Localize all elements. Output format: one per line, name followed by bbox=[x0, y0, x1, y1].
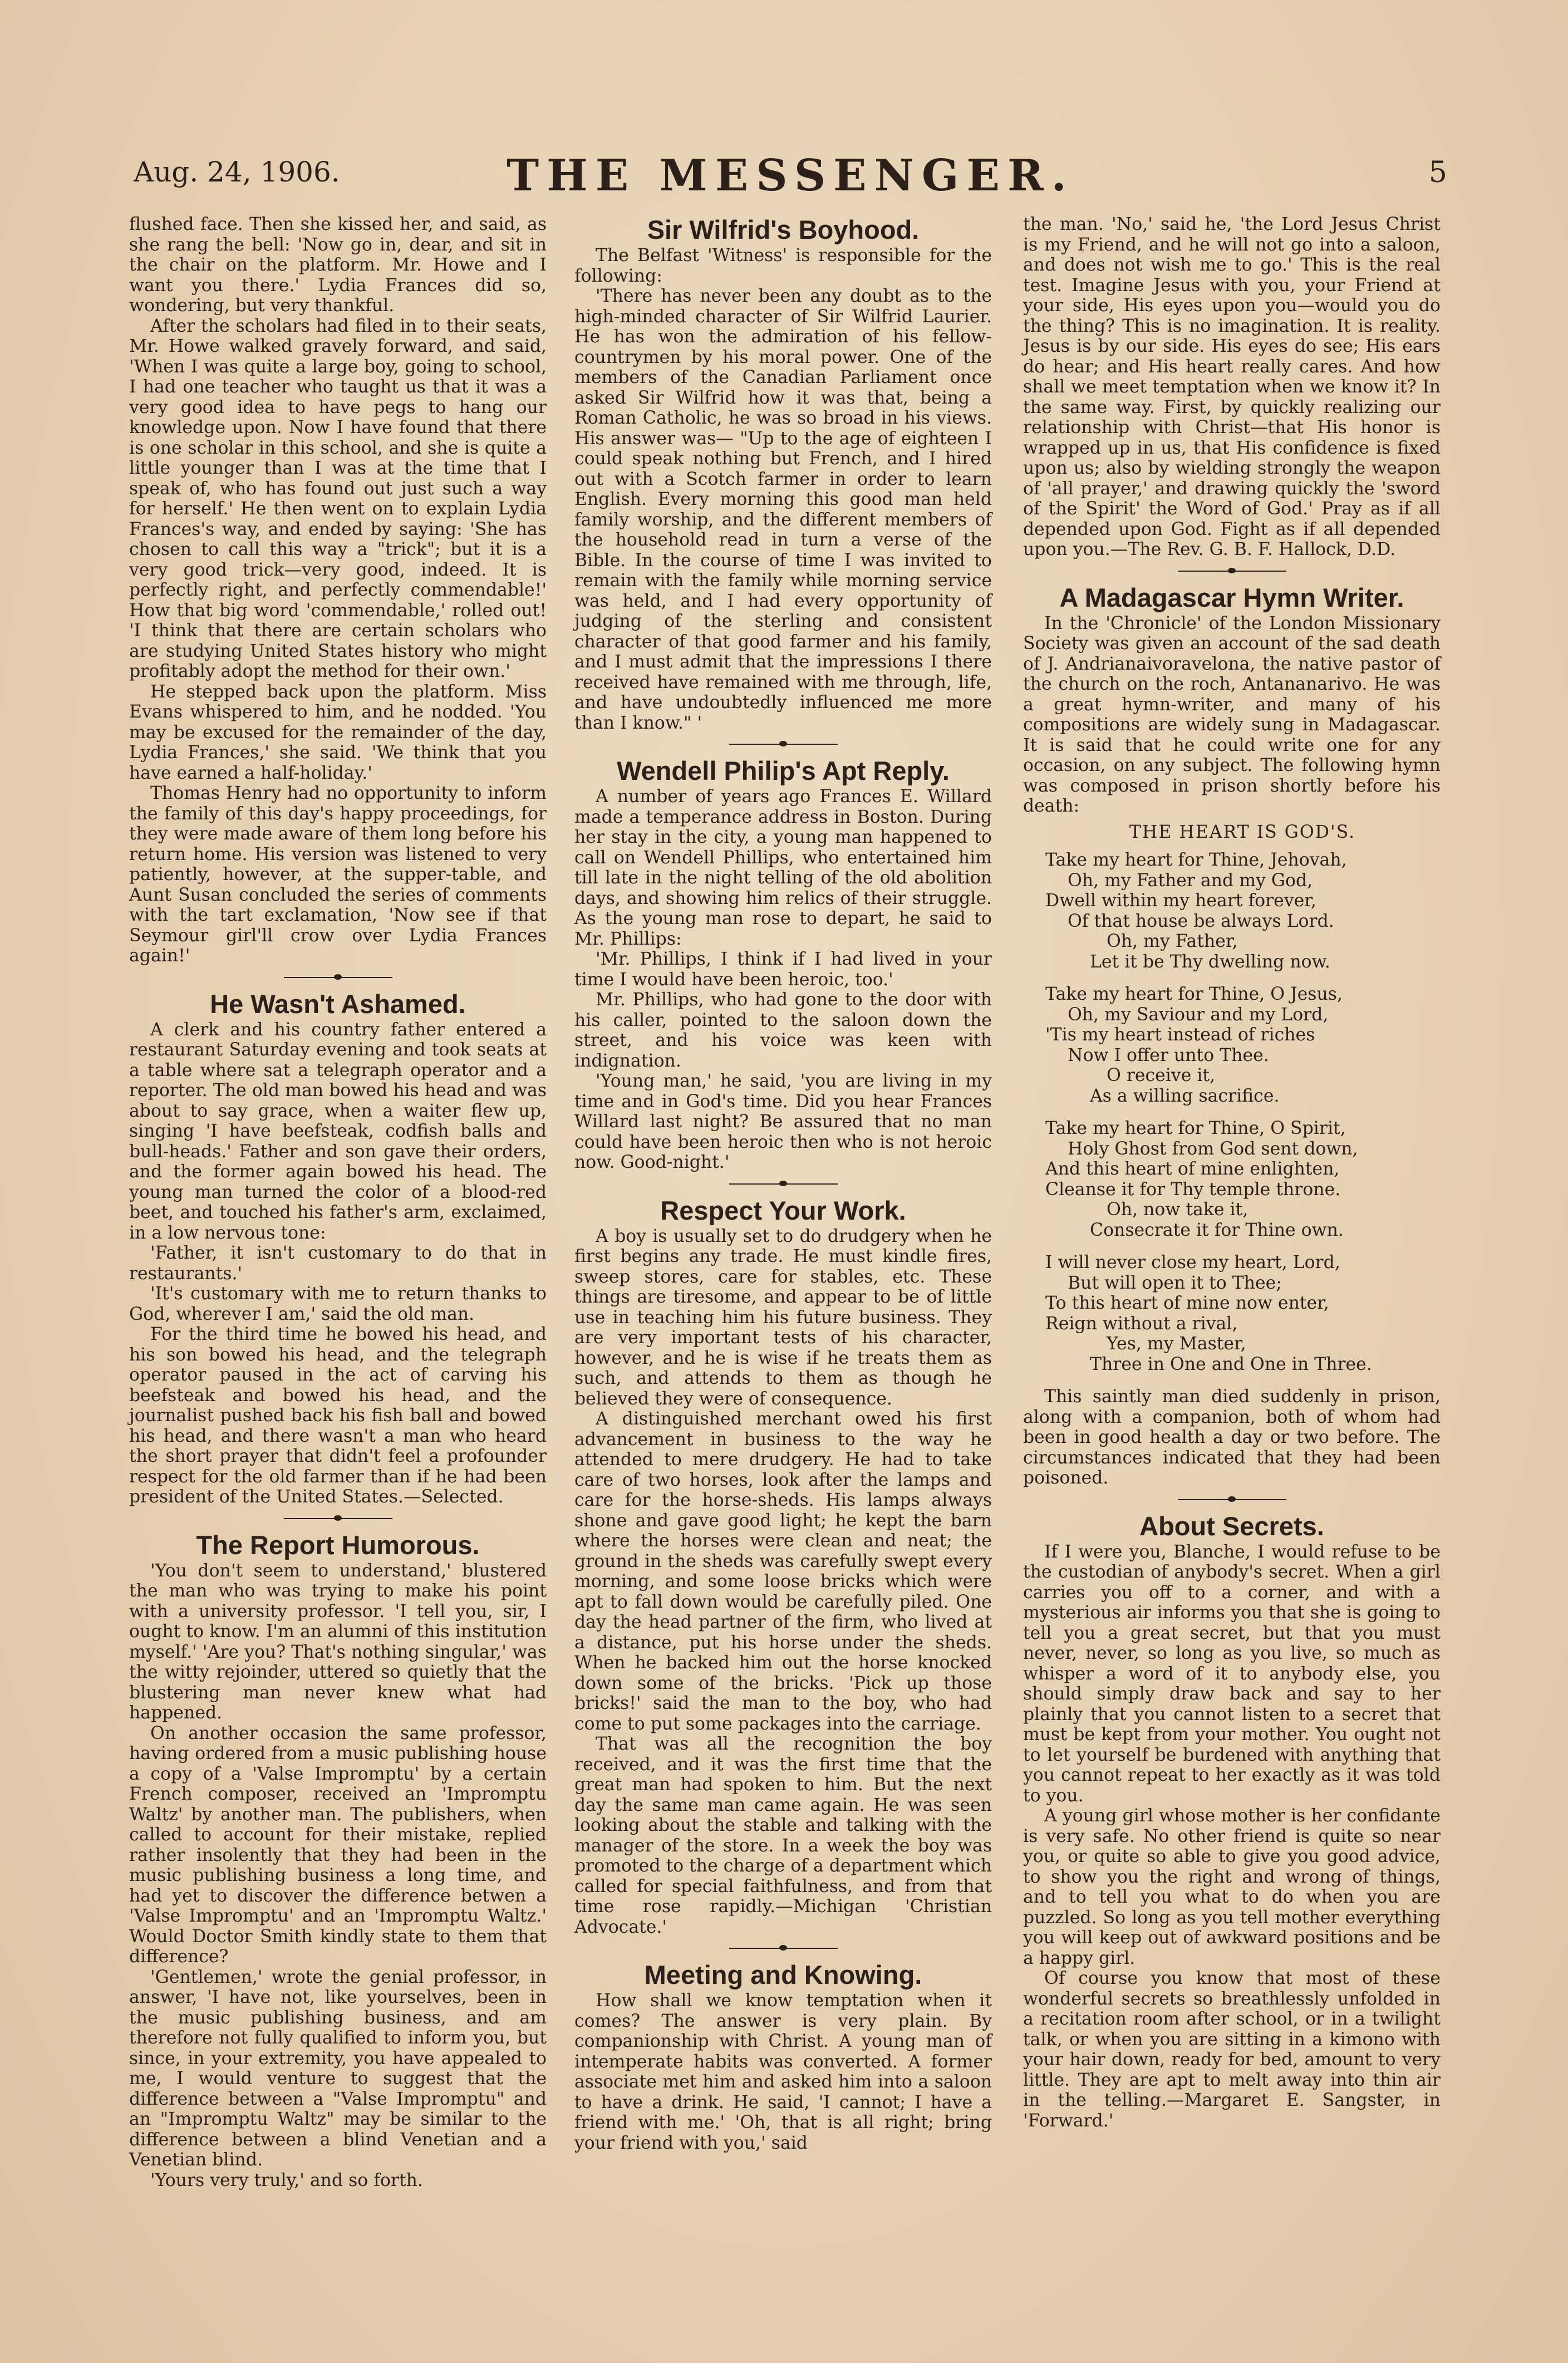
hymn-line: Take my heart for Thine, O Jesus, bbox=[1045, 984, 1343, 1004]
hymn-line: As a willing sacrifice. bbox=[1090, 1085, 1280, 1106]
paragraph: 'Gentlemen,' wrote the genial professor, in answer, 'I have not, like yourselves, been in the music publishing business, and am therefore not fully qualified to inform you, but since, in your extremity, you have appealed to me, I would venture to suggest that the difference between a "Valse Impromptu" and an "Impromptu Waltz" may be similar to the difference between a blind Venetian and a Venetian blind. bbox=[129, 1967, 547, 2170]
paragraph: Mr. Phillips, who had gone to the door with his caller, pointed to the saloon down the street, and his voice was keen with indignation. bbox=[574, 990, 992, 1071]
hymn-line: But will open it to Thee; bbox=[1068, 1273, 1282, 1293]
hymn-line: Three in One and One in Three. bbox=[1090, 1354, 1372, 1374]
column-2 bbox=[574, 214, 992, 2153]
column-1 bbox=[129, 214, 547, 2190]
hymn-line: Reign without a rival, bbox=[1045, 1313, 1238, 1334]
hymn-line: Consecrate it for Thine own. bbox=[1090, 1220, 1344, 1240]
continued-paragraph: the man. 'No,' said he, 'the Lord Jesus Christ is my Friend, and he will not go into a saloon, and does not wish me to go.' This is the real test. Imagine Jesus with you, your Friend at your side, His eyes upon you—would you do the thing? This is no imagination. It is reality. Jesus is by our side. His eyes do see; His ears do hear; and His heart really cares. And how shall we meet temptation when we know it? In the same way. First, by quickly realizing our relationship with Christ—that His honor is wrapped up in us, that His confidence is fixed upon us; also by wielding strongly the weapon of 'all prayer,' and drawing quickly the 'sword of the Spirit' the Word of God.' Pray as if all depended upon God. Fight as if all depended upon you.—The Rev. G. B. F. Hallock, D.D. bbox=[1023, 214, 1441, 559]
hymn-line: Let it be Thy dwelling now. bbox=[1090, 951, 1330, 972]
article-headline: He Wasn't Ashamed. bbox=[210, 989, 466, 1019]
paragraph: A number of years ago Frances E. Willard made a temperance address in Boston. During her stay in the city, a young man happened to call on Wendell Phillips, who entertained him till late in the night telling of the old abolition days, and showing him relics of their struggle. As the young man rose to depart, he said to Mr. Phillips: bbox=[574, 787, 992, 949]
paragraph: 'Young man,' he said, 'you are living in my time and in God's time. Did you hear Frances Willard last night? Be assured that no man could have been heroic then who is not heroic now. Good-night.' bbox=[574, 1071, 992, 1172]
hymn-line: Oh, my Father and my God, bbox=[1068, 870, 1313, 891]
hymn-line: And this heart of mine enlighten, bbox=[1045, 1159, 1340, 1179]
hymn-line: Yes, my Master, bbox=[1107, 1334, 1246, 1354]
paragraph: For the third time he bowed his head, and his son bowed his head, and the telegraph operator paused in the act of carving his beefsteak and bowed his head, and the journalist pushed back his fish ball and bowed his head, and there wasn't a man who heard the short prayer that didn't feel a profounder respect for the old farmer than if he had been president of the United States.—Selected. bbox=[129, 1324, 547, 1507]
hymn-line: Holy Ghost from God sent down, bbox=[1068, 1138, 1358, 1159]
paragraph: Thomas Henry had no opportunity to inform the family of this day's happy proceedings, for they were made aware of them long before his return home. His version was listened to very patiently, however, at the supper-table, and Aunt Susan concluded the series of comments with the tart exclamation, 'Now see if that Seymour girl'll crow over Lydia Frances again!' bbox=[129, 783, 547, 966]
paragraph: 'You don't seem to understand,' blustered the man who was trying to make his point with a university professor. 'I tell you, sir, I ought to know. I'm an alumni of this institution myself.' 'Are you? That's nothing singular,' was the witty rejoinder, uttered so quietly that the blustering man never knew what had happened. bbox=[129, 1560, 547, 1723]
article-headline: Respect Your Work. bbox=[660, 1195, 906, 1225]
hymn-line: Oh, my Saviour and my Lord, bbox=[1068, 1004, 1329, 1025]
paragraph: On another occasion the same professor, having ordered from a music publishing house a copy of a 'Valse Impromptu' by a certain French composer, received an 'Impromptu Waltz' by another man. The publishers, when called to account for their mistake, replied rather insolently that they had been in the music publishing business a long time, and had yet to discover the difference betwen a 'Valse Impromptu' and an 'Impromptu Waltz.' Would Doctor Smith kindly state to them that difference? bbox=[129, 1723, 547, 1967]
hymn-line: O receive it, bbox=[1107, 1065, 1216, 1085]
paragraph: In the 'Chronicle' of the London Missionary Society was given an account of the sad death of J. Andrianaivoravelona, the native pastor of the church on the roch, Antananarivo. He was a great hymn-writer, and many of his compositions are widely sung in Madagascar. It is said that he could write one for any occasion, on any subject. The following hymn was composed in prison shortly before his death: bbox=[1023, 613, 1441, 816]
paragraph: This saintly man died suddenly in prison, along with a companion, both of whom had been in good health a day or two before. The circumstances indicated that they had been poisoned. bbox=[1023, 1387, 1441, 1488]
section-divider bbox=[129, 1507, 547, 1530]
masthead-title: THE MESSENGER. bbox=[507, 150, 1074, 201]
hymn-line: To this heart of mine now enter, bbox=[1045, 1293, 1329, 1313]
paragraph: That was all the recognition the boy received, and it was the first time that the great man had spoken to him. But the next day the same man came again. He was seen looking about the stable and talking with the manager of the store. In a week the boy was promoted to the charge of a department which called for special faithfulness, and from that time rose rapidly.—Michigan 'Christian Advocate.' bbox=[574, 1734, 992, 1937]
paragraph: A boy is usually set to do drudgery when he first begins any trade. He must kindle fires, sweep stores, care for stables, etc. These things are tiresome, and appear to be of little use in teaching him his future business. They are very important tests of his character, however, and he is wise if he treats them as such, and attends to them as though he believed they were of consequence. bbox=[574, 1226, 992, 1409]
hymn-line: Now I offer unto Thee. bbox=[1068, 1045, 1269, 1065]
page-header bbox=[134, 150, 1447, 212]
paragraph: A distinguished merchant owed his first advancement in business to the way he attended to mere drudgery. He had to take care of two horses, look after the lamps and care for the horse-sheds. His lamps always shone and gave good light; he kept the barn where the horses were clean and neat; the ground in the sheds was carefully swept every morning, and some loose bricks which were apt to fall down would be carefully piled. One day the head partner of the firm, who lived at a distance, put his horse under the sheds. When he backed him out the horse knocked down some of the bricks. 'Pick up those bricks!' said the man to the boy, who had come to put some packages into the carriage. bbox=[574, 1409, 992, 1734]
section-divider bbox=[1023, 1488, 1441, 1511]
issue-date: Aug. 24, 1906. bbox=[134, 156, 340, 188]
paragraph: The Belfast 'Witness' is responsible for the following: bbox=[574, 245, 992, 286]
continued-paragraph: flushed face. Then she kissed her, and said, as she rang the bell: 'Now go in, dear, and sit in the chair on the platform. Mr. Howe and I want you there.' Lydia Frances did so, wondering, but very thankful. bbox=[129, 214, 547, 316]
page-number: 5 bbox=[1428, 156, 1447, 189]
hymn-line: Oh, my Father, bbox=[1107, 931, 1238, 951]
article-headline: Wendell Philip's Apt Reply. bbox=[617, 756, 950, 785]
hymn-line: Oh, now take it, bbox=[1107, 1200, 1248, 1220]
hymn-line: 'Tis my heart instead of riches bbox=[1045, 1025, 1315, 1045]
section-divider bbox=[129, 966, 547, 989]
paragraph: Of course you know that most of these wonderful secrets so breathlessly unfolded in a recitation room after school, or in a twilight talk, or when you are sitting in a kimono with your hair down, ready for bed, amount to very little. They are apt to melt away into thin air in the telling.—Margaret E. Sangster, in 'Forward.' bbox=[1023, 1968, 1441, 2131]
hymn-line: I will never close my heart, Lord, bbox=[1045, 1252, 1340, 1273]
hymn-line: Of that house be always Lord. bbox=[1068, 911, 1334, 931]
hymn-stanza bbox=[1045, 984, 1441, 1106]
hymn-line: Dwell within my heart forever, bbox=[1045, 891, 1316, 911]
paragraph: 'Mr. Phillips, I think if I had lived in your time I would have been heroic, too.' bbox=[574, 949, 992, 990]
hymn-stanza bbox=[1045, 850, 1441, 972]
article-headline: The Report Humorous. bbox=[196, 1530, 480, 1560]
paragraph: 'Father, it isn't customary to do that in restaurants.' bbox=[129, 1243, 547, 1284]
column-3 bbox=[1023, 214, 1441, 2131]
hymn-title: THE HEART IS GOD'S. bbox=[1129, 822, 1356, 842]
hymn-stanza bbox=[1045, 1252, 1441, 1374]
paragraph: After the scholars had filed in to their seats, Mr. Howe walked gravely forward, and said, 'When I was quite a large boy, going to school, I had one teacher who taught us that it was a very good idea to have pegs to hang our knowledge upon. Now I have found that there is one scholar in this school, and she is quite a little younger than I was at the time that I speak of, who has found out just such a way for herself.' He then went on to explain Lydia Frances's way, and ended by saying: 'She has chosen to call this way a "trick"; but it is a very good trick—very good, indeed. It is perfectly right, and perfectly commendable!' How that big word 'commendable,' rolled out! 'I think that there are certain scholars who are studying United States history who might profitably adopt the method for their own.' bbox=[129, 316, 547, 681]
paragraph: A young girl whose mother is her confidante is very safe. No other friend is quite so near you, or quite so able to give you good advice, to show you the right and wrong of things, and to tell you what to do when you are puzzled. So long as you tell mother everything you will keep out of awkward positions and be a happy girl. bbox=[1023, 1806, 1441, 1968]
section-divider bbox=[574, 733, 992, 755]
hymn-line: Take my heart for Thine, O Spirit, bbox=[1045, 1118, 1346, 1138]
paragraph: If I were you, Blanche, I would refuse to be the custodian of anybody's secret. When a girl carries you off to a corner, and with a mysterious air informs you that she is going to tell you a great secret, but that you must never, never, so long as you live, so much as whisper a word of it to anybody else, you should simply draw back and say to her plainly that you cannot listen to a secret that must be kept from your mother. You ought not to let yourself be burdened with anything that you cannot repeat to her exactly as it was told to you. bbox=[1023, 1541, 1441, 1806]
section-divider bbox=[574, 1937, 992, 1959]
paragraph: He stepped back upon the platform. Miss Evans whispered to him, and he nodded. 'You may be excused for the remainder of the day, Lydia Frances,' she said. 'We think that you have earned a half-holiday.' bbox=[129, 681, 547, 783]
section-divider bbox=[574, 1173, 992, 1195]
section-divider bbox=[1023, 560, 1441, 582]
paragraph: 'Yours very truly,' and so forth. bbox=[150, 2170, 423, 2190]
article-headline: Sir Wilfrid's Boyhood. bbox=[647, 215, 920, 244]
paragraph: 'It's customary with me to return thanks to God, wherever I am,' said the old man. bbox=[129, 1284, 547, 1324]
hymn-line: Cleanse it for Thy temple throne. bbox=[1045, 1179, 1341, 1200]
hymn-line: Take my heart for Thine, Jehovah, bbox=[1045, 850, 1347, 870]
hymn-stanza bbox=[1045, 1118, 1441, 1240]
paragraph: 'There has never been any doubt as to the high-minded character of Sir Wilfrid Laurier. He has won the admiration of his fellow-countrymen by his moral power. One of the members of the Canadian Parliament once asked Sir Wilfrid how it was that, being a Roman Catholic, he was so broad in his views. His answer was— "Up to the age of eighteen I could speak nothing but French, and I hired out with a Scotch farmer in order to learn English. Every morning this good man held family worship, and the different members of the household read in turn a verse of the Bible. In the course of time I was invited to remain with the family while morning service was held, and I had every opportunity of judging of the sterling and consistent character of that good farmer and his family, and I must admit that the impressions I there received have remained with me through, life, and have undoubtedly influenced me more than I know." ' bbox=[574, 286, 992, 733]
paragraph: How shall we know temptation when it comes? The answer is very plain. By companionship with Christ. A young man of intemperate habits was converted. A former associate met him and asked him into a saloon to have a drink. He said, 'I cannot; I have a friend with me.' 'Oh, that is all right; bring your friend with you,' said bbox=[574, 1991, 992, 2153]
paragraph: A clerk and his country father entered a restaurant Saturday evening and took seats at a table where sat a telegraph operator and a reporter. The old man bowed his head and was about to say grace, when a waiter flew up, singing 'I have beefsteak, codfish balls and bull-heads.' Father and son gave their orders, and the former again bowed his head. The young man turned the color of a blood-red beet, and touched his father's arm, exclaimed, in a low nervous tone: bbox=[129, 1019, 547, 1243]
article-headline: A Madagascar Hymn Writer. bbox=[1059, 582, 1404, 612]
article-headline: About Secrets. bbox=[1139, 1511, 1324, 1541]
article-headline: Meeting and Knowing. bbox=[644, 1960, 922, 1989]
